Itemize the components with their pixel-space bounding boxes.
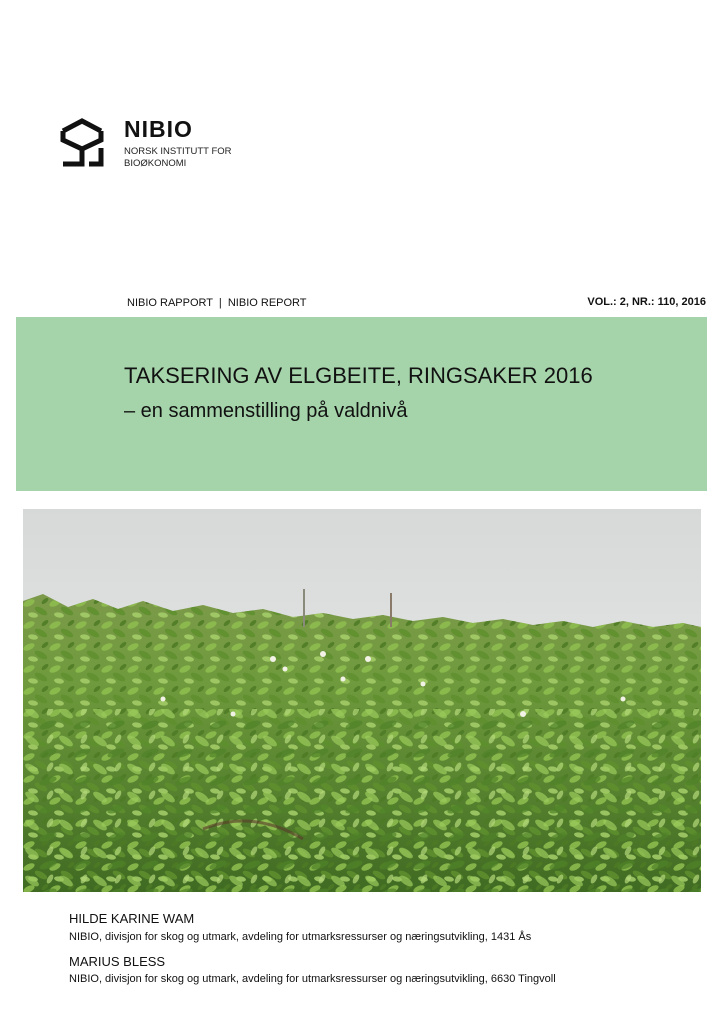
logo-subtitle-line1: NORSK INSTITUTT FOR <box>124 146 232 157</box>
cover-photo <box>23 509 701 892</box>
logo-subtitle-line2: BIOØKONOMI <box>124 158 187 169</box>
nibio-logo <box>57 116 257 176</box>
author-name-1: HILDE KARINE WAM <box>69 911 195 926</box>
report-series: NIBIO RAPPORT | NIBIO REPORT <box>127 297 307 309</box>
nibio-cube-icon <box>57 116 107 168</box>
volume-number: VOL.: 2, NR.: 110, 2016 <box>587 296 706 308</box>
author-affiliation-1: NIBIO, divisjon for skog og utmark, avdeling for utmarksressurser og næringsutvikling, 1431 Ås <box>69 931 532 943</box>
author-name-2: MARIUS BLESS <box>69 954 166 969</box>
report-title: TAKSERING AV ELGBEITE, RINGSAKER 2016 <box>124 363 593 388</box>
vegetation-photo-illustration <box>23 509 701 892</box>
logo-wordmark: NIBIO <box>124 116 193 142</box>
author-affiliation-2: NIBIO, divisjon for skog og utmark, avdeling for utmarksressurser og næringsutvikling, 6630 Tingvoll <box>69 973 556 985</box>
report-subtitle: – en sammenstilling på valdnivå <box>124 400 408 422</box>
title-band <box>16 317 707 491</box>
